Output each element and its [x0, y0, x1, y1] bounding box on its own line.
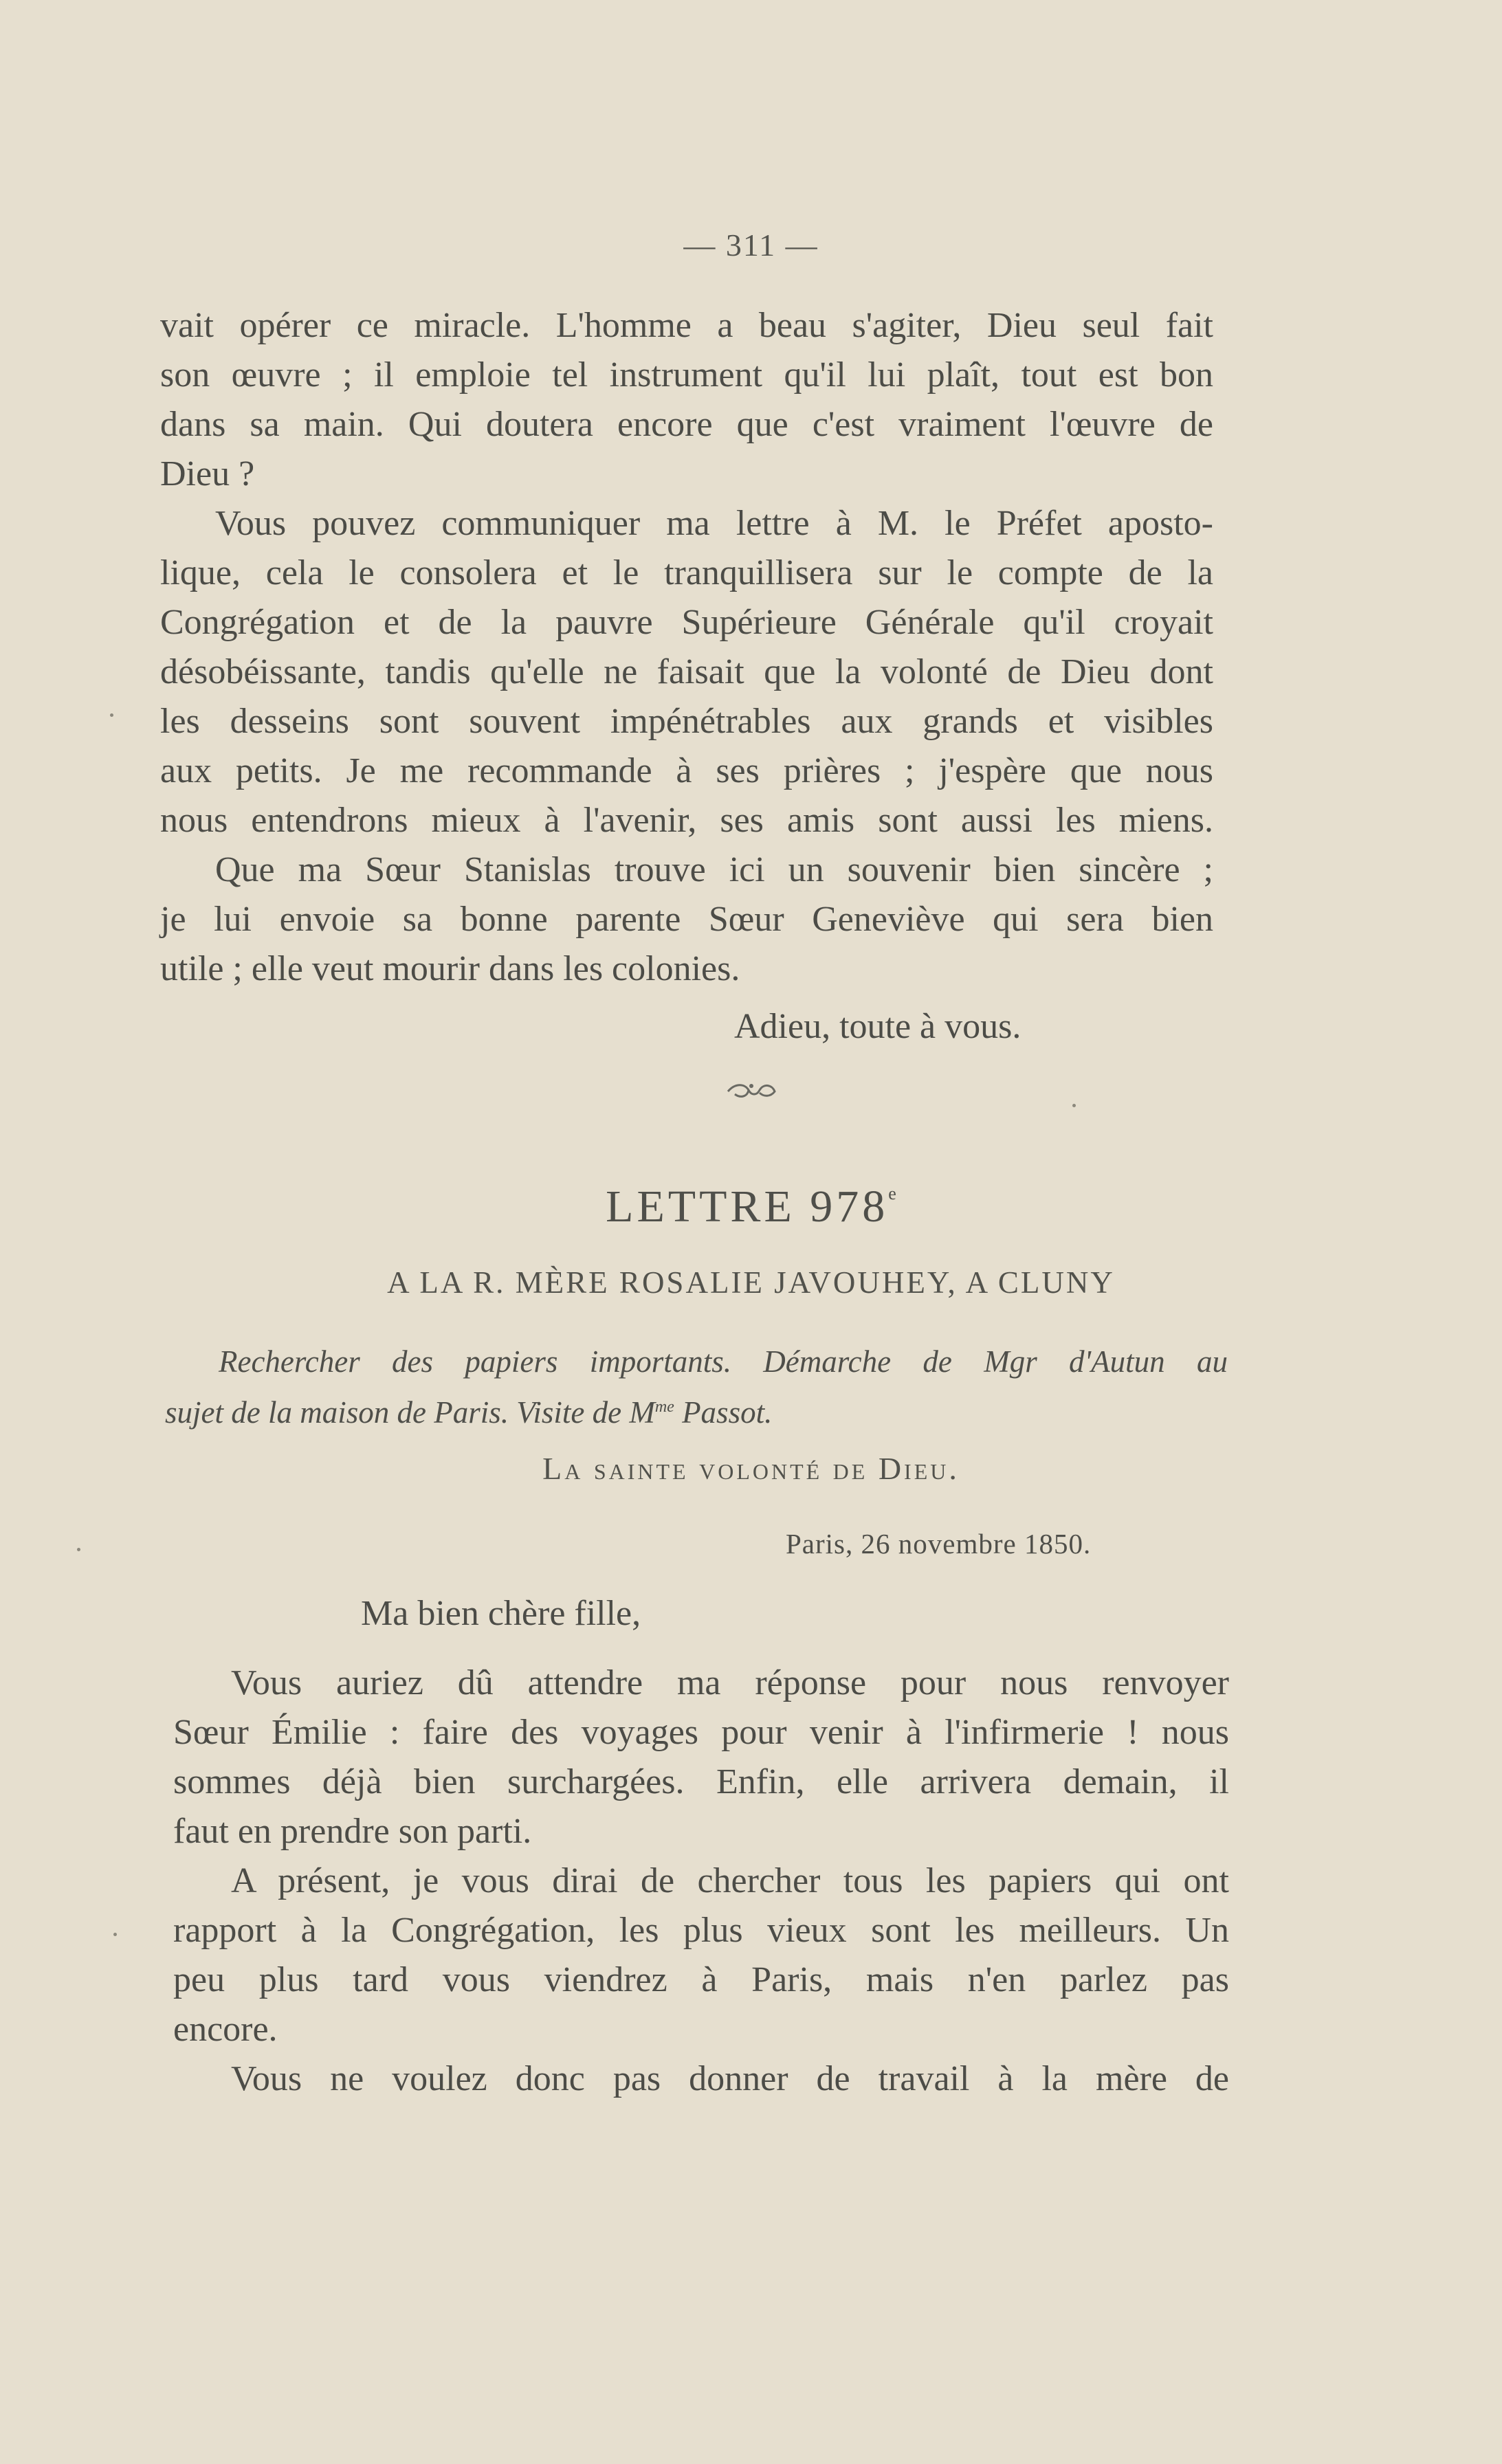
text-line: Dieu ?: [160, 454, 255, 493]
text-line: Que ma Sœur Stanislas trouve ici un souvenir bien sincère ;: [215, 850, 1213, 889]
text-line: faut en prendre son parti.: [173, 1812, 532, 1851]
letter-recipient: A LA R. MÈRE ROSALIE JAVOUHEY, A CLUNY: [387, 1265, 1115, 1300]
letter-summary: sujet de la maison de Paris. Visite de $M^{me}$ Passot.: [165, 1395, 773, 1430]
text-line: Vous pouvez communiquer ma lettre à M. le Préfet aposto-: [215, 504, 1213, 543]
letter-motto: La sainte volonté de Dieu.: [542, 1451, 960, 1486]
text-line: nous entendrons mieux à l'avenir, ses amis sont aussi les miens.: [160, 801, 1213, 840]
text-line: dans sa main. Qui doutera encore que c'est vraiment l'œuvre de: [160, 405, 1213, 444]
paper-speck: [1072, 1104, 1076, 1107]
text-line: rapport à la Congrégation, les plus vieux sont les meilleurs. Un: [173, 1911, 1229, 1950]
letter-title: LETTRE 978e: [606, 1181, 896, 1232]
paper-speck: [113, 1933, 117, 1936]
text-line: aux petits. Je me recommande à ses prières ; j'espère que nous: [160, 751, 1213, 790]
text-line: je lui envoie sa bonne parente Sœur Geneviève qui sera bien: [160, 900, 1213, 939]
text-line: Congrégation et de la pauvre Supérieure Générale qu'il croyait: [160, 603, 1213, 642]
paper-speck: [110, 713, 113, 717]
letter-salutation: Ma bien chère fille,: [361, 1594, 641, 1633]
text-line: Sœur Émilie : faire des voyages pour venir à l'infirmerie ! nous: [173, 1713, 1229, 1752]
text-line: désobéissante, tandis qu'elle ne faisait que la volonté de Dieu dont: [160, 652, 1213, 691]
page-number: — 311 —: [683, 227, 819, 263]
text-line: encore.: [173, 2010, 278, 2049]
text-line: utile ; elle veut mourir dans les colonies.: [160, 949, 740, 988]
text-line: Vous ne voulez donc pas donner de travail à la mère de: [231, 2059, 1229, 2098]
text-line: peu plus tard vous viendrez à Paris, mais n'en parlez pas: [173, 1960, 1229, 1999]
text-line: les desseins sont souvent impénétrables aux grands et visibles: [160, 702, 1213, 741]
text-line: lique, cela le consolera et le tranquillisera sur le compte de la: [160, 553, 1213, 592]
closing-line: Adieu, toute à vous.: [734, 1007, 1021, 1046]
letter-summary: Rechercher des papiers importants. Démarche de Mgr d'Autun au: [219, 1344, 1228, 1379]
letter-dateline: Paris, 26 novembre 1850.: [786, 1528, 1092, 1560]
text-line: son œuvre ; il emploie tel instrument qu'il lui plaît, tout est bon: [160, 355, 1213, 395]
text-line: A présent, je vous dirai de chercher tous les papiers qui ont: [231, 1861, 1229, 1900]
ornament-divider-icon: [0, 1076, 1502, 1109]
text-line: vait opérer ce miracle. L'homme a beau s'agiter, Dieu seul fait: [160, 306, 1213, 345]
paper-speck: [77, 1548, 80, 1551]
text-line: Vous auriez dû attendre ma réponse pour nous renvoyer: [231, 1663, 1229, 1702]
text-line: sommes déjà bien surchargées. Enfin, elle arrivera demain, il: [173, 1762, 1229, 1801]
